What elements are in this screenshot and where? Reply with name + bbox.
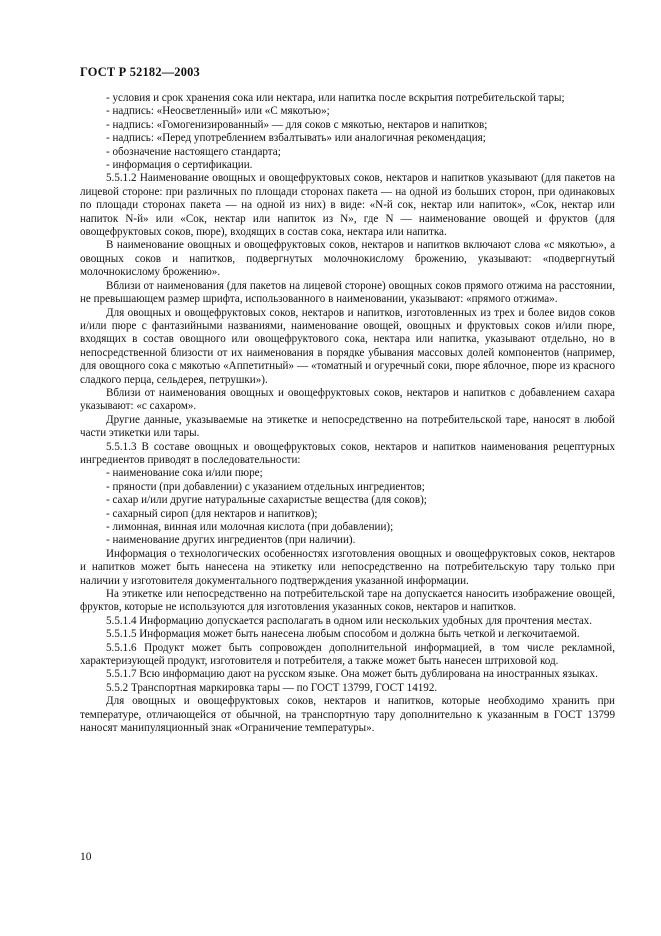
paragraph: Для овощных и овощефруктовых соков, нектаров и напитков, изготовленных из трех и более видов соков и/или пюре с фантазийными названиями, наименование овощей, овощных и фруктовых соков и/или пюре, входящих в состав овощного или овощефруктового сока, нектара или напитка, указывают отдельно, но в непосредственной близости от их наименования в порядке убывания массовых долей компонентов (например, для овощного сока с мякотью «Аппетитный» — «томатный и огуречный соки, пюре яблочное, пюре из красного сладкого перца, сельдерея, петрушки»).	[80, 306, 615, 386]
paragraph: На этикетке или непосредственно на потребительской таре на допускается наносить изображение овощей, фруктов, которые не используются для изготовления указанных соков, нектаров и напитков.	[80, 588, 615, 614]
page-number: 10	[80, 851, 92, 863]
paragraph: Вблизи от наименования (для пакетов на лицевой стороне) овощных соков прямого отжима на расстоянии, не превышающем размер шрифта, использованного в наименовании, указывают: «прямого отжима».	[80, 279, 615, 306]
paragraph-5-5-1-2: 5.5.1.2 Наименование овощных и овощефруктовых соков, нектаров и напитков указывают (для пакетов на лицевой стороне: при различных по площади сторонах пакета — на одной из больших сторон, при одинаковых по площади сторонах пакета — на одной из них) в виде: «N-й сок, нектар или напиток», «Сок, нектар или напиток N-й» или «Сок, нектар или напиток из N», где N — наименование овощей и фруктов (для овощефруктовых соков, пюре), входящих в состав сока, нектара или напитка.	[80, 172, 615, 239]
document-body	[80, 92, 615, 736]
list-item: - информация о сертификации.	[106, 159, 253, 172]
paragraph-5-5-1-3: 5.5.1.3 В составе овощных и овощефруктовых соков, нектаров и напитков наименования рецептурных ингредиентов приводят в последовательности:	[80, 440, 615, 466]
list-item: - лимонная, винная или молочная кислота (при добавлении);	[106, 521, 394, 533]
list-item: - сахар и/или другие натуральные сахаристые вещества (для соков);	[106, 494, 427, 507]
paragraph-5-5-2: 5.5.2 Транспортная маркировка тары — по ГОСТ 13799, ГОСТ 14192.	[106, 681, 438, 694]
paragraph: В наименование овощных и овощефруктовых соков, нектаров и напитков включают слова «с мякотью», а овощных соков и напитков, подвергнутых молочнокислому брожению, указывают: «подвергнутый молочнокислому брожению».	[80, 239, 615, 279]
paragraph: Вблизи от наименования овощных и овощефруктовых соков, нектаров и напитков с добавлением сахара указывают: «с сахаром».	[80, 386, 615, 413]
paragraph-5-5-1-5: 5.5.1.5 Информация может быть нанесена любым способом и должна быть четкой и легкочитаемой.	[106, 628, 580, 641]
list-item: - наименование сока и/или пюре;	[106, 467, 263, 480]
paragraph-5-5-1-7: 5.5.1.7 Всю информацию дают на русском языке. Она может быть дублирована на иностранных языках.	[106, 668, 598, 681]
list-item: - надпись: «Гомогенизированный» — для соков с мякотью, нектаров и напитков;	[106, 118, 488, 131]
list-item: - наименование других ингредиентов (при наличии).	[106, 534, 356, 547]
list-item: - надпись: «Перед употреблением взбалтывать» или аналогичная рекомендация;	[106, 132, 486, 145]
document-header: ГОСТ Р 52182—2003	[80, 65, 200, 79]
paragraph-5-5-1-4: 5.5.1.4 Информацию допускается располагать в одном или нескольких удобных для прочтения местах.	[106, 614, 592, 627]
paragraph: Информация о технологических особенностях изготовления овощных и овощефруктовых соков, нектаров и напитков может быть нанесена на этикетку или непосредственно на потребительскую тару только при наличии у изготовителя документального подтверждения указанной информации.	[80, 547, 615, 587]
list-item: - надпись: «Неосветленный» или «С мякотью»;	[106, 105, 330, 118]
list-item: - сахарный сироп (для нектаров и напитков);	[106, 507, 318, 520]
paragraph-5-5-1-6: 5.5.1.6 Продукт может быть сопровожден дополнительной информацией, в том числе рекламной, характеризующей продукт, изготовителя и потребителя, а также может быть нанесен штриховой код.	[80, 641, 615, 668]
list-item: - условия и срок хранения сока или нектара, или напитка после вскрытия потребительской тары;	[106, 92, 565, 104]
list-item: - пряности (при добавлении) с указанием отдельных ингредиентов;	[106, 480, 425, 493]
paragraph: Для овощных и овощефруктовых соков, нектаров и напитков, которые необходимо хранить при температуре, отличающейся от обычной, на транспортную тару дополнительно к указанным в ГОСТ 13799 наносят манипуляционный знак «Ограничение температуры».	[80, 695, 615, 735]
paragraph: Другие данные, указываемые на этикетке и непосредственно на потребительской таре, наносят в любой части этикетки или тары.	[80, 413, 615, 440]
list-item: - обозначение настоящего стандарта;	[106, 145, 281, 158]
